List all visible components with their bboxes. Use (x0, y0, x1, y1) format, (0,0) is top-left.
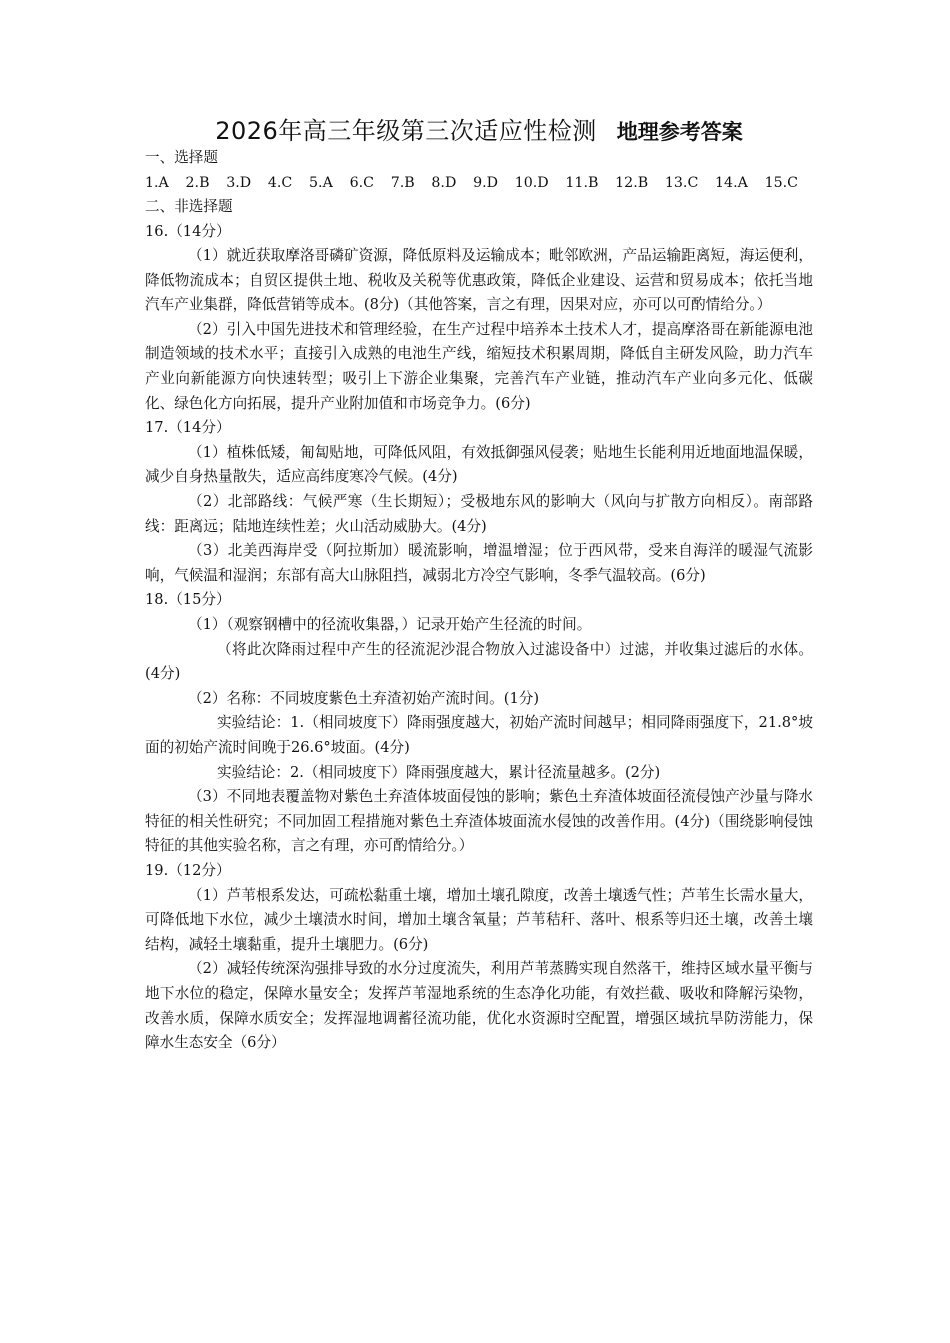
exam-subtitle: 地理参考答案 (616, 119, 743, 144)
choice-answer: 5.A (309, 174, 333, 191)
question-18-answer-1: （1）（观察钢槽中的径流收集器，）记录开始产生径流的时间。 (188, 616, 592, 633)
question-17-answer-2: （2）北部路线：气候严寒（生长期短）；受极地东风的影响大（风向与扩散方向相反）。南部路线：距离远；陆地连续性差；火山活动威胁大。(4分) (145, 493, 813, 535)
choice-answer: 13.C (664, 174, 699, 191)
answer-sheet (145, 110, 813, 1056)
choice-answer: 6.C (349, 174, 374, 191)
choice-answer: 1.A (145, 174, 169, 191)
section-heading-nonchoice: 二、非选择题 (145, 198, 233, 215)
choice-answer: 14.A (715, 174, 748, 191)
choice-answer: 9.D (473, 174, 498, 191)
question-19-answer-1: （1）芦苇根系发达，可疏松黏重土壤，增加土壤孔隙度，改善土壤透气性；芦苇生长需水量大，可降低地下水位，减少土壤渍水时间，增加土壤含氧量；芦苇秸秆、落叶、根系等归还土壤，改善土壤结构，减轻土壤黏重，提升土壤肥力。(6分) (145, 886, 813, 953)
question-16-answer-1: （1）就近获取摩洛哥磷矿资源，降低原料及运输成本；毗邻欧洲，产品运输距离短，海运便利，降低物流成本；自贸区提供土地、税收及关税等优惠政策，降低企业建设、运营和贸易成本；依托当地汽车产业集群，降低营销等成本。(8分)（其他答案，言之有理，因果对应，亦可以可酌情给分。） (145, 247, 813, 314)
choice-answer: 10.D (514, 174, 549, 191)
question-17-answer-1: （1）植株低矮，匍匐贴地，可降低风阻，有效抵御强风侵袭；贴地生长能利用近地面地温保暖，减少自身热量散失，适应高纬度寒冷气候。(4分) (145, 443, 813, 486)
choice-answer-list (145, 171, 798, 196)
page-title (145, 110, 813, 146)
section-heading-choice: 一、选择题 (145, 149, 218, 166)
choice-answer: 11.B (565, 174, 599, 191)
choice-answer: 3.D (226, 174, 252, 191)
question-18-heading: 18.（15分） (145, 591, 231, 609)
question-18-conclusion-1: 实验结论：1.（相同坡度下）降雨强度越大，初始产流时间越早；相同降雨强度下，21.8°坡面的初始产流时间晚于26.6°坡面。(4分) (145, 714, 813, 756)
question-18-conclusion-2: 实验结论：2.（相同坡度下）降雨强度越大，累计径流量越多。(2分) (217, 763, 661, 781)
question-19-answer-2: （2）减轻传统深沟强排导致的水分过度流失，利用芦苇蒸腾实现自然落干，维持区域水量平衡与地下水位的稳定，保障水量安全；发挥芦苇湿地系统的生态净化功能，有效拦截、吸收和降解污染物，改善水质，保障水质安全；发挥湿地调蓄径流功能，优化水资源时空配置，增强区域抗旱防涝能力，保障水生态安全（6分） (145, 960, 813, 1052)
choice-answer: 8.D (431, 174, 457, 191)
choice-answer: 15.C (764, 174, 798, 191)
question-16-answer-2: （2）引入中国先进技术和管理经验，在生产过程中培养本土技术人才，提高摩洛哥在新能源电池制造领域的技术水平；直接引入成熟的电池生产线，缩短技术积累周期，降低自主研发风险，助力汽车产业向新能源方向快速转型；吸引上下游企业集聚，完善汽车产业链，推动汽车产业向多元化、低碳化、绿色化方向拓展，提升产业附加值和市场竞争力。(6分) (145, 320, 813, 412)
choice-answer: 2.B (185, 174, 210, 191)
question-17-answer-3: （3）北美西海岸受（阿拉斯加）暖流影响，增温增湿；位于西风带，受来自海洋的暖湿气流影响，气候温和湿润；东部有高大山脉阻挡，减弱北方冷空气影响，冬季气温较高。(6分) (145, 542, 813, 584)
question-18-answer-2: （2）名称：不同坡度紫色土弃渣初始产流时间。(1分) (188, 689, 540, 707)
question-17-heading: 17.（14分） (145, 419, 231, 437)
choice-answer: 4.C (267, 174, 293, 191)
exam-title: 2026年高三年级第三次适应性检测 (215, 117, 597, 145)
question-18-answer-1-detail: （将此次降雨过程中产生的径流泥沙混合物放入过滤设备中）过滤，并收集过滤后的水体。(4分) (145, 640, 813, 683)
question-16-heading: 16.（14分） (145, 222, 231, 240)
question-19-heading: 19.（12分） (145, 861, 231, 879)
choice-answer: 7.B (390, 174, 415, 191)
question-18-answer-3: （3）不同地表覆盖物对紫色土弃渣体坡面侵蚀的影响；紫色土弃渣体坡面径流侵蚀产沙量与降水特征的相关性研究；不同加固工程措施对紫色土弃渣体坡面流水侵蚀的改善作用。(4分)（围绕影响侵蚀特征的其他实验名称，言之有理，亦可酌情给分。） (145, 788, 813, 855)
choice-answer: 12.B (615, 174, 649, 191)
